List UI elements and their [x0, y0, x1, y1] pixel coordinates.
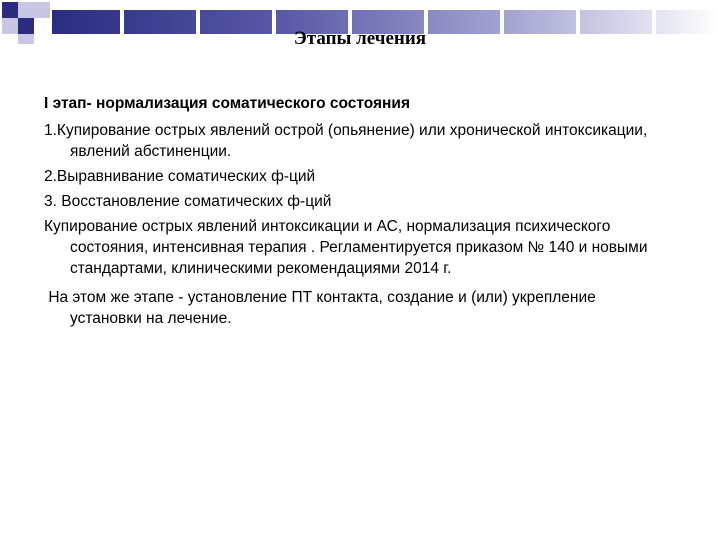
slide-title: Этапы лечения: [293, 28, 427, 49]
paragraph: Купирование острых явлений интоксикации и АС, нормализация психического состояния, интенсивная терапия . Регламентируется приказом № 140 и новыми стандартами, клиническими рекомендациями 2014 г.: [44, 218, 648, 277]
paragraph: 1.Купирование острых явлений острой (опьянение) или хронической интоксикации, явлений абстиненции.: [44, 122, 648, 160]
stage-heading: I этап- нормализация соматического состояния: [44, 95, 410, 112]
decor-square: [18, 2, 34, 18]
paragraph: 2.Выравнивание соматических ф-ций: [44, 168, 316, 185]
decor-square: [2, 2, 18, 18]
paragraph: 3. Восстановление соматических ф-ций: [44, 193, 332, 210]
slide-body: [44, 93, 664, 333]
decor-square: [34, 2, 50, 18]
paragraph: На этом же этапе - установление ПТ контакта, создание и (или) укрепление установки на лечение.: [44, 289, 605, 327]
